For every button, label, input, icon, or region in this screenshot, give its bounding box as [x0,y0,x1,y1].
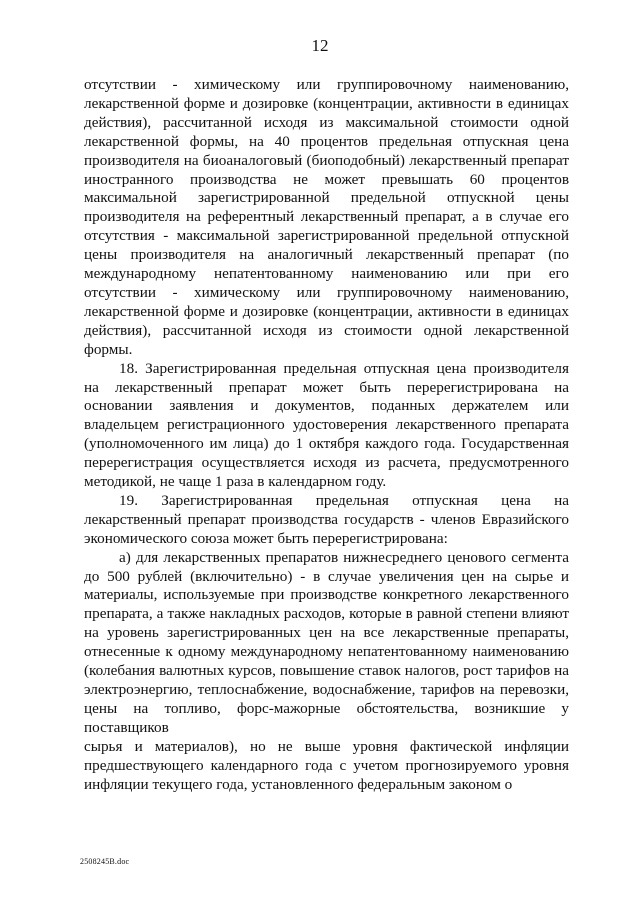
text-line: основании заявления и документов, поданных держателем или [84,397,569,415]
text-line: сырья и материалов), но не выше уровня фактической инфляции [84,737,569,755]
text-line: (уполномоченного им лица) до 1 октября каждого года. Государственная [84,435,569,453]
text-line: отсутствия - максимальной зарегистрированной предельной отпускной [84,227,569,245]
text-line: лекарственной формы, на 40 процентов предельная отпускная цена [84,132,569,150]
text-line: до 500 рублей (включительно) - в случае увеличения цен на сырье и [84,567,569,585]
text-line: перерегистрация осуществляется исходя из расчета, предусмотренного [84,454,569,472]
text-line: а) для лекарственных препаратов нижнесреднего ценового сегмента [119,548,569,566]
text-line: методикой, не чаще 1 раза в календарном году. [84,473,387,491]
text-line: предшествующего календарного года с учетом прогнозируемого уровня [84,756,569,774]
text-line: международному непатентованному наименованию или при его [84,265,569,283]
text-line: экономического союза может быть перерегистрирована: [84,529,448,547]
document-body [84,76,569,794]
text-line: препарата, а также накладных расходов, которые в равной степени влияют [84,605,569,623]
text-line: лекарственной форме и дозировке (концентрации, активности в единицах [84,302,569,320]
text-line: отсутствии - химическому или группировочному наименованию, [84,76,569,93]
text-line: инфляции текущего года, установленного федеральным законом о [84,775,513,793]
text-line: лекарственной форме и дозировке (концентрации, активности в единицах [84,94,569,112]
text-line: формы. [84,340,133,358]
text-line: лекарственный препарат производства государств - членов Евразийского [84,510,569,528]
text-line: действия), рассчитанной исходя из стоимости одной лекарственной [84,321,569,339]
text-line: 19. Зарегистрированная предельная отпускная цена на [119,491,569,509]
text-line: электроэнергию, теплоснабжение, водоснабжение, тарифов на перевозки, [84,681,569,698]
page-number: 12 [311,36,329,55]
text-line: цены на топливо, форс-мажорные обстоятельства, возникшие у поставщиков [84,699,569,736]
text-line: владельцем регистрационного удостоверения лекарственного препарата [84,416,569,434]
text-line: производителя на референтный лекарственный препарат, а в случае его [84,208,569,226]
text-line: (колебания валютных курсов, повышение ставок налогов, рост тарифов на [84,662,569,680]
text-line: действия), рассчитанной исходя из максимальной стоимости одной [84,113,569,131]
text-line: 18. Зарегистрированная предельная отпускная цена производителя [119,359,569,377]
text-line: иностранного производства не может превышать 60 процентов [84,170,569,188]
text-line: на уровень зарегистрированных цен на все лекарственные препараты, [84,624,569,642]
text-line: отнесенные к одному международному непатентованному наименованию [84,643,569,661]
text-line: максимальной зарегистрированной предельной отпускной цены [84,189,569,207]
text-line: производителя на биоаналоговый (биоподобный) лекарственный препарат [84,151,569,169]
text-line: отсутствии - химическому или группировочному наименованию, [84,283,569,301]
text-line: материалы, используемые при производстве конкретного лекарственного [84,586,569,604]
document-file-code: 2508245В.doc [80,857,130,866]
text-line: на лекарственный препарат может быть перерегистрирована на [84,378,569,396]
text-line: цены производителя на аналогичный лекарственный препарат (по [84,246,569,264]
